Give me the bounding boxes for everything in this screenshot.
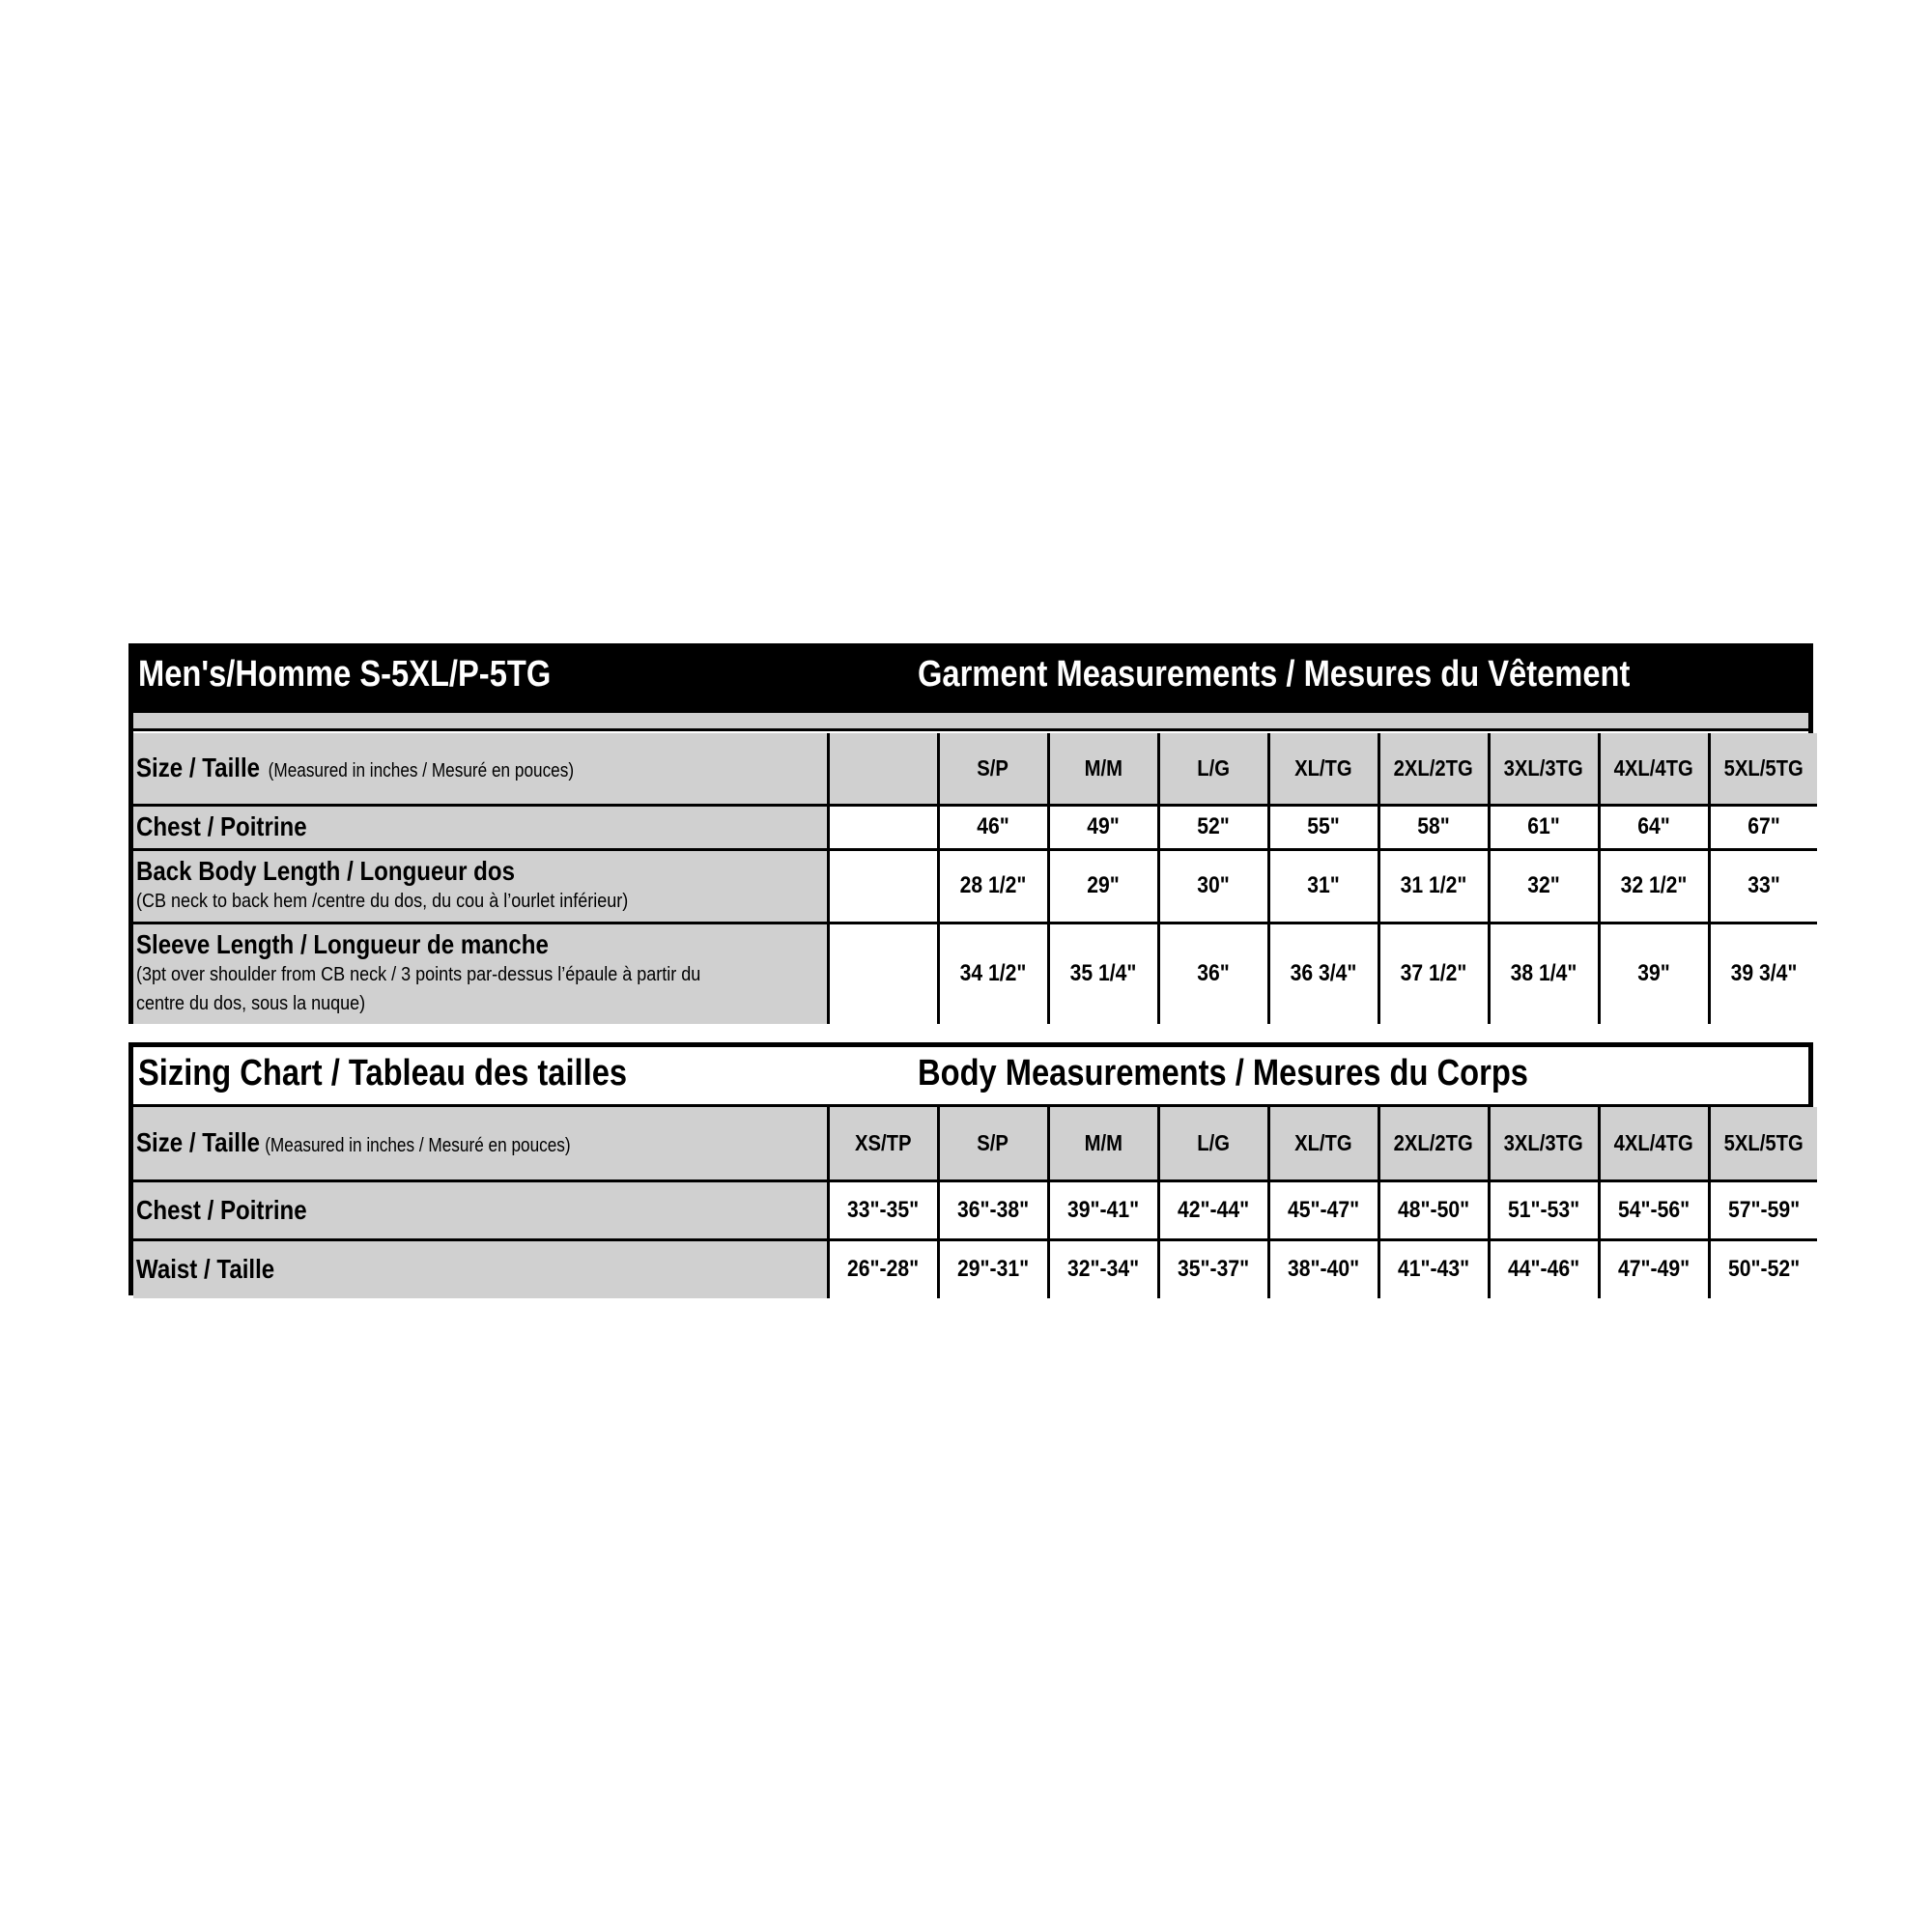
- body-size-label-cell: [133, 1107, 828, 1180]
- value-cell: 35 1/4": [1048, 923, 1158, 1024]
- size-header: 5XL/5TG: [1709, 1107, 1817, 1180]
- size-header: S/P: [938, 1107, 1048, 1180]
- size-header: 3XL/3TG: [1489, 733, 1599, 805]
- size-header: M/M: [1048, 1107, 1158, 1180]
- body-waist-row: [133, 1239, 1817, 1298]
- garment-measurements-table: [128, 643, 1813, 1024]
- value-cell: 30": [1158, 849, 1268, 923]
- size-header: 3XL/3TG: [1489, 1107, 1599, 1180]
- sleeve-length-label-cell: Sleeve Length / Longueur de manche (3pt over shoulder from CB neck / 3 points par-dessus l’épaule à partir du centre du dos, sous la nuque): [133, 923, 828, 1024]
- value-cell: 45"-47": [1268, 1180, 1378, 1239]
- value-cell: 39 3/4": [1709, 923, 1817, 1024]
- value-cell: 67": [1709, 805, 1817, 849]
- value-cell: 35"-37": [1158, 1239, 1268, 1298]
- body-size-label: Size / Taille (Measured in inches / Mesuré en pouces): [136, 1127, 571, 1158]
- garment-size-row: [133, 733, 1817, 805]
- back-length-label-cell: Back Body Length / Longueur dos (CB neck to back hem /centre du dos, du cou à l’ourlet inférieur): [133, 849, 828, 923]
- size-header: 4XL/4TG: [1599, 1107, 1709, 1180]
- size-header: 2XL/2TG: [1378, 733, 1489, 805]
- size-header: XS/TP: [828, 1107, 938, 1180]
- garment-back-length-row: [133, 849, 1817, 923]
- size-header: L/G: [1158, 733, 1268, 805]
- value-cell: 39": [1599, 923, 1709, 1024]
- value-cell: 55": [1268, 805, 1378, 849]
- value-cell: 32": [1489, 849, 1599, 923]
- size-header: S/P: [938, 733, 1048, 805]
- value-cell: 29"-31": [938, 1239, 1048, 1298]
- body-waist-label-cell: Waist / Taille: [133, 1239, 828, 1298]
- value-cell: 47"-49": [1599, 1239, 1709, 1298]
- value-cell: 38 1/4": [1489, 923, 1599, 1024]
- value-cell: 39"-41": [1048, 1180, 1158, 1239]
- size-header: XL/TG: [1268, 733, 1378, 805]
- value-cell: 29": [1048, 849, 1158, 923]
- garment-spacer-band: [133, 710, 1808, 731]
- value-cell: 50"-52": [1709, 1239, 1817, 1298]
- garment-sleeve-row: [133, 923, 1817, 1024]
- garment-blank-header-cell: [828, 733, 938, 805]
- blank-cell: [828, 805, 938, 849]
- body-subtitle: Body Measurements / Mesures du Corps: [918, 1053, 1528, 1094]
- size-header: 4XL/4TG: [1599, 733, 1709, 805]
- value-cell: 52": [1158, 805, 1268, 849]
- body-chest-label-cell: Chest / Poitrine: [133, 1180, 828, 1239]
- value-cell: 31 1/2": [1378, 849, 1489, 923]
- garment-title: Men's/Homme S-5XL/P-5TG: [138, 654, 552, 695]
- body-chest-row: [133, 1180, 1817, 1239]
- size-header: M/M: [1048, 733, 1158, 805]
- value-cell: 36": [1158, 923, 1268, 1024]
- garment-size-label-cell: [133, 733, 828, 805]
- value-cell: 57"-59": [1709, 1180, 1817, 1239]
- value-cell: 33": [1709, 849, 1817, 923]
- size-header: XL/TG: [1268, 1107, 1378, 1180]
- value-cell: 48"-50": [1378, 1180, 1489, 1239]
- garment-size-label: Size / Taille (Measured in inches / Mesuré en pouces): [136, 753, 575, 783]
- blank-cell: [828, 849, 938, 923]
- value-cell: 51"-53": [1489, 1180, 1599, 1239]
- size-header: 2XL/2TG: [1378, 1107, 1489, 1180]
- sizing-chart-title: Sizing Chart / Tableau des tailles: [138, 1053, 628, 1094]
- body-size-row: [133, 1107, 1817, 1180]
- value-cell: 32"-34": [1048, 1239, 1158, 1298]
- value-cell: 36"-38": [938, 1180, 1048, 1239]
- value-cell: 32 1/2": [1599, 849, 1709, 923]
- garment-chest-row: [133, 805, 1817, 849]
- body-grid: [133, 1107, 1817, 1298]
- value-cell: 54"-56": [1599, 1180, 1709, 1239]
- value-cell: 64": [1599, 805, 1709, 849]
- blank-cell: [828, 923, 938, 1024]
- value-cell: 61": [1489, 805, 1599, 849]
- garment-grid: [133, 733, 1817, 1024]
- value-cell: 58": [1378, 805, 1489, 849]
- body-measurements-table: [128, 1042, 1813, 1295]
- value-cell: 44"-46": [1489, 1239, 1599, 1298]
- value-cell: 34 1/2": [938, 923, 1048, 1024]
- value-cell: 37 1/2": [1378, 923, 1489, 1024]
- garment-subtitle: Garment Measurements / Mesures du Vêtement: [918, 654, 1631, 695]
- body-header-bar: [133, 1047, 1808, 1107]
- value-cell: 28 1/2": [938, 849, 1048, 923]
- value-cell: 33"-35": [828, 1180, 938, 1239]
- value-cell: 42"-44": [1158, 1180, 1268, 1239]
- value-cell: 38"-40": [1268, 1239, 1378, 1298]
- value-cell: 41"-43": [1378, 1239, 1489, 1298]
- value-cell: 49": [1048, 805, 1158, 849]
- size-header: L/G: [1158, 1107, 1268, 1180]
- value-cell: 26"-28": [828, 1239, 938, 1298]
- size-header: 5XL/5TG: [1709, 733, 1817, 805]
- value-cell: 46": [938, 805, 1048, 849]
- value-cell: 36 3/4": [1268, 923, 1378, 1024]
- garment-header-bar: [133, 648, 1808, 710]
- chest-label-cell: Chest / Poitrine: [133, 805, 828, 849]
- value-cell: 31": [1268, 849, 1378, 923]
